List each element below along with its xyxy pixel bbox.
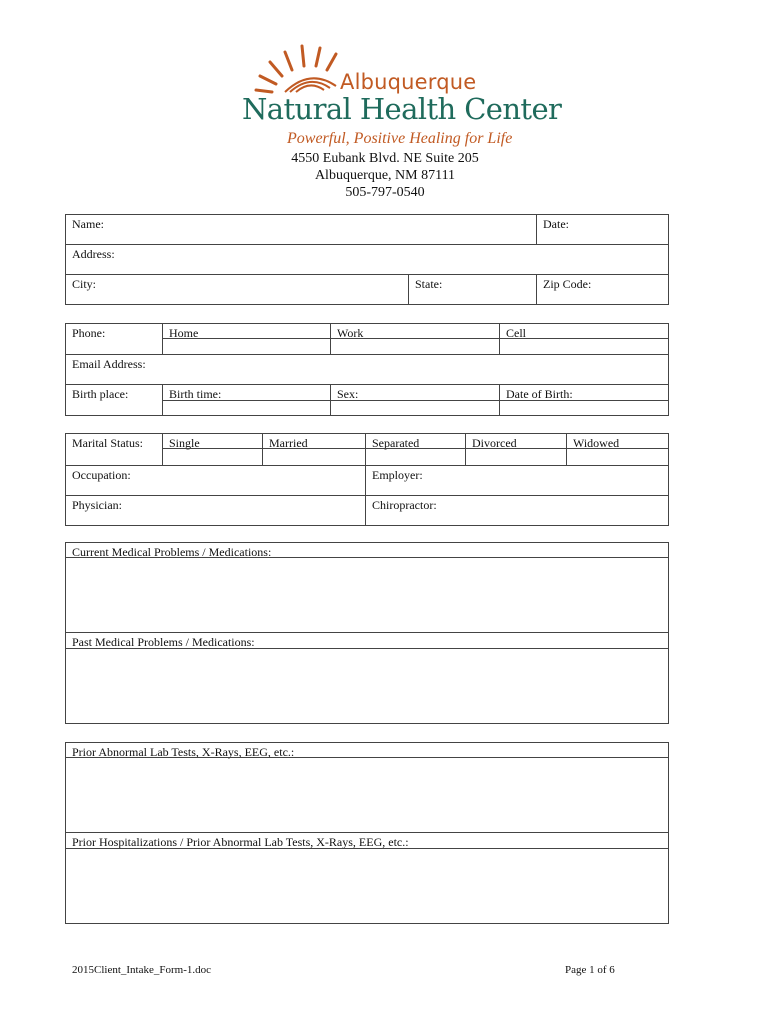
married-option[interactable] <box>262 433 366 449</box>
chiropractor-label: Chiropractor: <box>372 498 437 512</box>
state-field[interactable] <box>408 274 537 305</box>
home-label: Home <box>169 326 199 340</box>
prior-labs-label: Prior Abnormal Lab Tests, X-Rays, EEG, etc.: <box>72 745 295 759</box>
zip-field[interactable] <box>536 274 669 305</box>
phone-label-cell <box>65 323 163 355</box>
footer-page-number: Page 1 of 6 <box>565 964 615 976</box>
divorced-checkbox[interactable] <box>465 448 567 466</box>
separated-option[interactable] <box>365 433 466 449</box>
phone-label: Phone: <box>72 326 106 340</box>
marital-label-cell <box>65 433 163 466</box>
date-label: Date: <box>543 217 569 231</box>
birth-time-label: Birth time: <box>169 387 222 401</box>
address-label: Address: <box>72 247 115 261</box>
logo-tagline: Powerful, Positive Healing for Life <box>287 130 513 147</box>
widowed-label: Widowed <box>573 436 620 450</box>
birth-place-label: Birth place: <box>72 387 129 401</box>
home-header <box>162 323 331 339</box>
work-header <box>330 323 500 339</box>
single-checkbox[interactable] <box>162 448 263 466</box>
sex-header <box>330 384 500 401</box>
work-phone-field[interactable] <box>330 338 500 355</box>
past-medical-header <box>65 632 669 649</box>
current-medical-header <box>65 542 669 558</box>
address-field[interactable] <box>65 244 669 275</box>
widowed-checkbox[interactable] <box>566 448 669 466</box>
logo-name-text: Natural Health Center <box>242 92 562 126</box>
state-label: State: <box>415 277 443 291</box>
divorced-label: Divorced <box>472 436 517 450</box>
prior-labs-field[interactable] <box>65 757 669 833</box>
birth-place-field[interactable] <box>65 384 163 416</box>
name-field[interactable] <box>65 214 537 245</box>
single-label: Single <box>169 436 200 450</box>
date-field[interactable] <box>536 214 669 245</box>
current-medical-field[interactable] <box>65 557 669 633</box>
married-checkbox[interactable] <box>262 448 366 466</box>
address-line2: Albuquerque, NM 87111 <box>314 168 456 183</box>
physician-field[interactable] <box>65 495 366 526</box>
work-label: Work <box>337 326 364 340</box>
employer-field[interactable] <box>365 465 669 496</box>
prior-labs-header <box>65 742 669 758</box>
prior-hosp-label: Prior Hospitalizations / Prior Abnormal Lab Tests, X-Rays, EEG, etc.: <box>72 835 409 849</box>
dob-field[interactable] <box>499 400 669 416</box>
divorced-option[interactable] <box>465 433 567 449</box>
birth-time-header <box>162 384 331 401</box>
dob-label: Date of Birth: <box>506 387 573 401</box>
birth-time-field[interactable] <box>162 400 331 416</box>
zip-label: Zip Code: <box>543 277 592 291</box>
city-field[interactable] <box>65 274 409 305</box>
cell-header <box>499 323 669 339</box>
single-option[interactable] <box>162 433 263 449</box>
footer-filename: 2015Client_Intake_Form-1.doc <box>72 964 212 976</box>
widowed-option[interactable] <box>566 433 669 449</box>
chiropractor-field[interactable] <box>365 495 669 526</box>
address-line1: 4550 Eubank Blvd. NE Suite 205 <box>291 151 479 166</box>
past-medical-field[interactable] <box>65 648 669 724</box>
physician-label: Physician: <box>72 498 122 512</box>
occupation-label: Occupation: <box>72 468 131 482</box>
married-label: Married <box>269 436 308 450</box>
phone-number: 505-797-0540 <box>345 185 425 200</box>
separated-checkbox[interactable] <box>365 448 466 466</box>
city-label: City: <box>72 277 97 291</box>
current-medical-label: Current Medical Problems / Medications: <box>72 545 272 559</box>
marital-label: Marital Status: <box>72 436 143 450</box>
email-field[interactable] <box>65 354 669 385</box>
dob-header <box>499 384 669 401</box>
sex-field[interactable] <box>330 400 500 416</box>
cell-phone-field[interactable] <box>499 338 669 355</box>
occupation-field[interactable] <box>65 465 366 496</box>
sex-label: Sex: <box>337 387 359 401</box>
logo-city-text: Albuquerque <box>340 70 477 94</box>
cell-label: Cell <box>506 326 526 340</box>
separated-label: Separated <box>372 436 420 450</box>
email-label: Email Address: <box>72 357 146 371</box>
home-phone-field[interactable] <box>162 338 331 355</box>
prior-hosp-field[interactable] <box>65 848 669 924</box>
past-medical-label: Past Medical Problems / Medications: <box>72 635 255 649</box>
employer-label: Employer: <box>372 468 423 482</box>
name-label: Name: <box>72 217 104 231</box>
prior-hosp-header <box>65 832 669 849</box>
